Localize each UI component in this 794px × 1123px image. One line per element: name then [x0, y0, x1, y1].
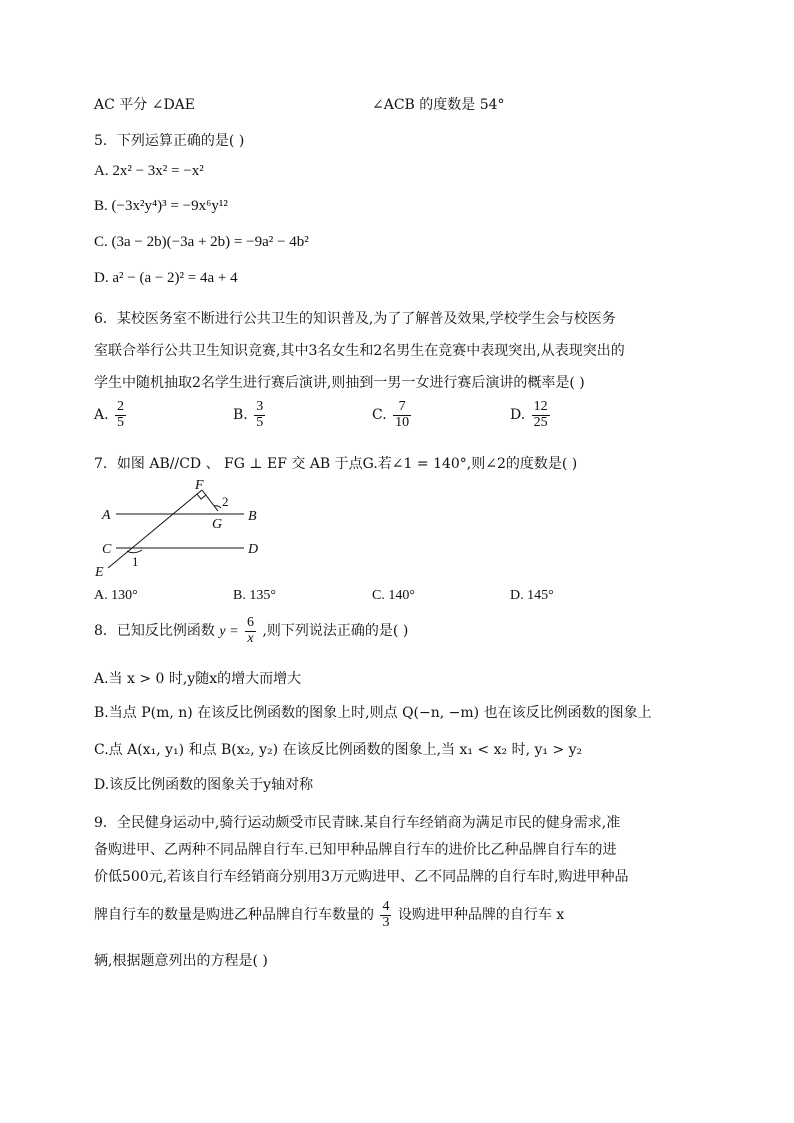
q8-func-num: 6	[247, 615, 254, 630]
q9-line4	[94, 900, 564, 930]
q7-stem: 7．如图 AB//CD 、 FG ⊥ EF 交 AB 于点G.若∠1 = 140°,则∠2的度数是( )	[94, 456, 578, 472]
right-angle-mark	[197, 494, 206, 499]
q6-option-d-den: 25	[533, 414, 548, 430]
q8-option-a: A.当 x > 0 时,y随x的增大而增大	[94, 671, 302, 687]
line-fg	[202, 490, 218, 511]
q6-option-b	[233, 400, 267, 430]
q8-stem	[94, 616, 408, 646]
q8-func-lhs: y =	[219, 624, 239, 640]
q8-option-b: B.当点 P(m, n) 在该反比例函数的图象上时,则点 Q(−n, −m) 也在该反比例函数的图象上	[94, 705, 652, 721]
q7-option-a: A. 130°	[94, 588, 138, 603]
q8-func-den: x	[247, 630, 254, 646]
line-ef	[108, 490, 202, 568]
q6-option-d-label: D.	[510, 407, 526, 424]
q7-option-d: D. 145°	[510, 588, 554, 603]
q6-option-b-den: 5	[256, 414, 264, 430]
q7-option-c: C. 140°	[372, 588, 415, 603]
q4-option-d	[372, 94, 505, 114]
q6-option-a-label: A.	[94, 407, 109, 424]
q5-stem: 5．下列运算正确的是( )	[94, 133, 245, 149]
label-a: A	[102, 508, 111, 523]
q6-stem-line3: 学生中随机抽取2名学生进行赛后演讲,则抽到一男一女进行赛后演讲的概率是( )	[94, 375, 585, 391]
q9-fraction-num: 4	[382, 899, 390, 914]
q7-option-b: B. 135°	[233, 588, 276, 603]
q6-option-b-label: B.	[233, 407, 248, 424]
q9-fraction-den: 3	[382, 914, 390, 930]
label-c: C	[102, 542, 112, 557]
q4-option-d-text: ∠ACB 的度数是 54°	[372, 97, 505, 113]
q6-stem-line2: 室联合举行公共卫生知识竞赛,其中3名女生和2名男生在竞赛中表现突出,从表现突出的	[94, 343, 625, 359]
label-d: D	[248, 542, 259, 557]
q9-line2: 备购进甲、乙两种不同品牌自行车.已知甲种品牌自行车的进价比乙种品牌自行车的进	[94, 842, 617, 858]
q5-option-d: D. a² − (a − 2)² = 4a + 4	[94, 270, 238, 286]
q9-line5: 辆,根据题意列出的方程是( )	[94, 953, 268, 969]
q5-option-c: C. (3a − 2b)(−3a + 2b) = −9a² − 4b²	[94, 234, 309, 250]
q9-line4-post: 设购进甲种品牌的自行车 x	[397, 907, 565, 924]
q6-option-a	[94, 400, 128, 430]
label-b: B	[248, 509, 257, 524]
q4-option-c-text: AC 平分 ∠DAE	[94, 97, 196, 113]
q6-option-c-num: 7	[393, 400, 411, 416]
label-angle-2: 2	[222, 494, 229, 509]
q6-option-c	[372, 400, 413, 430]
q6-option-b-num: 3	[256, 399, 264, 414]
q8-option-c: C.点 A(x₁, y₁) 和点 B(x₂, y₂) 在该反比例函数的图象上,当 x₁ < x₂ 时, y₁ > y₂	[94, 742, 583, 758]
q5-option-a: A. 2x² − 3x² = −x²	[94, 163, 204, 179]
q6-option-c-label: C.	[372, 407, 387, 424]
q6-option-a-den: 5	[117, 414, 125, 430]
label-angle-1: 1	[132, 554, 139, 569]
q6-stem-line1: 6．某校医务室不断进行公共卫生的知识普及,为了了解普及效果,学校学生会与校医务	[94, 311, 616, 327]
q6-option-d-num: 12	[533, 399, 548, 414]
q8-stem-pre: 8．已知反比例函数	[94, 623, 215, 640]
q8-option-d: D.该反比例函数的图象关于y轴对称	[94, 777, 314, 793]
q5-option-b: B. (−3x²y⁴)³ = −9x⁶y¹²	[94, 198, 228, 214]
q8-stem-post: ,则下列说法正确的是( )	[262, 623, 409, 640]
label-g: G	[212, 517, 223, 532]
q6-option-a-num: 2	[117, 399, 125, 414]
q9-line4-pre: 牌自行车的数量是购进乙种品牌自行车数量的	[94, 907, 374, 924]
q6-option-c-den: 10	[395, 414, 410, 430]
q7-geometry-figure	[94, 478, 274, 582]
q9-line3: 价低500元,若该自行车经销商分别用3万元购进甲、乙不同品牌的自行车时,购进甲种品	[94, 869, 629, 885]
q6-option-d	[510, 400, 552, 430]
label-e: E	[95, 565, 104, 580]
q9-line1: 9．全民健身运动中,骑行运动颇受市民青睐.某自行车经销商为满足市民的健身需求,准	[94, 815, 621, 831]
q4-option-c	[94, 94, 195, 114]
label-f: F	[195, 478, 204, 493]
